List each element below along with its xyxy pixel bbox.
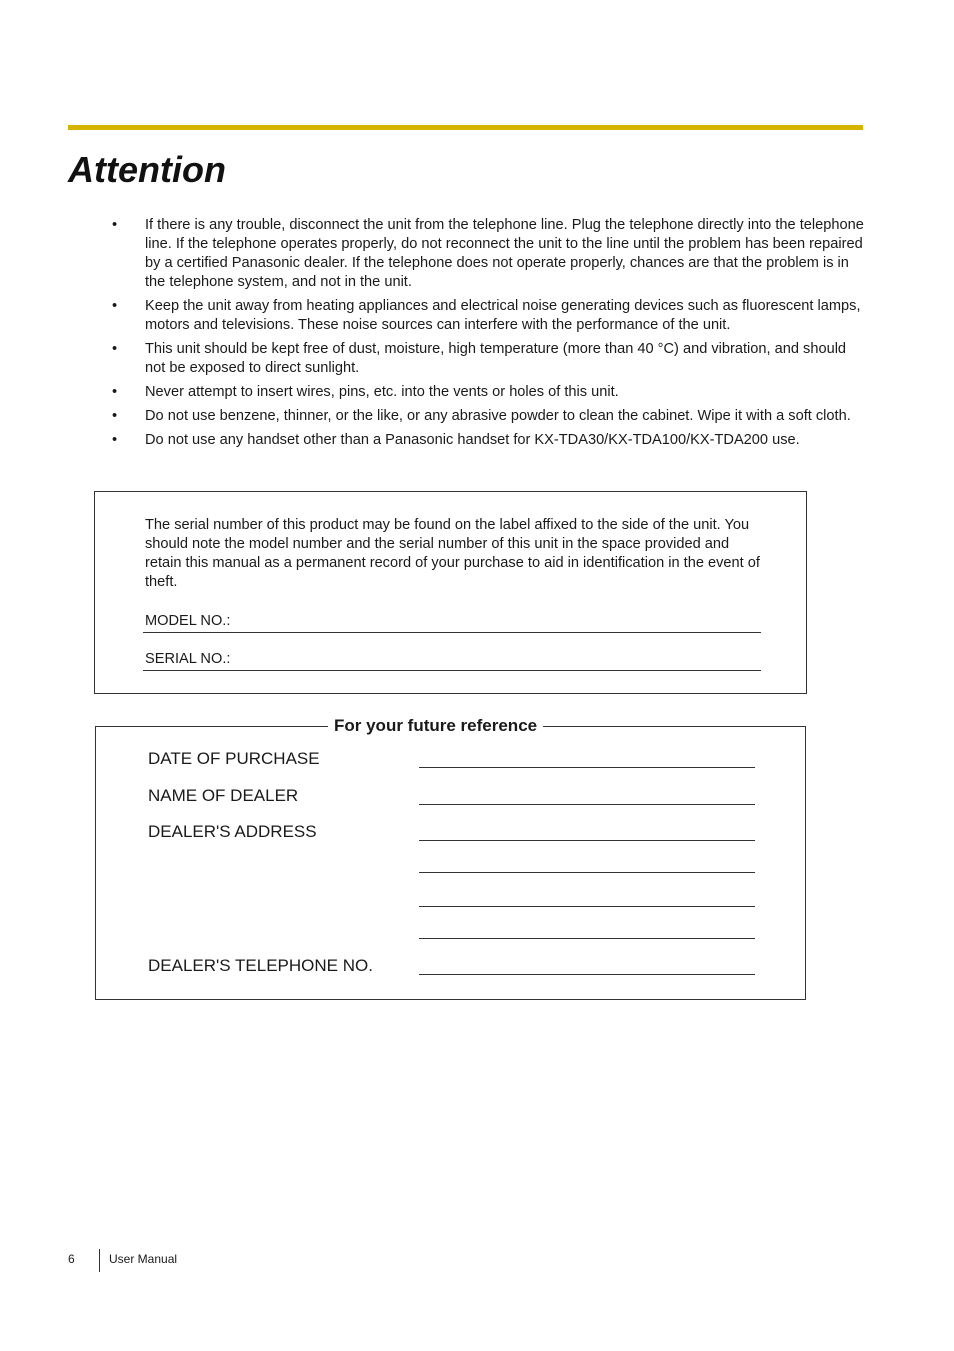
list-item bbox=[112, 407, 864, 426]
dealer-address-line-4 bbox=[419, 938, 755, 939]
serial-number-field bbox=[143, 650, 761, 671]
list-item-text: If there is any trouble, disconnect the unit from the telephone line. Plug the telephone directly into the telephone line. If the telephone operates properly, do not reconnect the unit to the line until the problem has been repaired by a certified Panasonic dealer. If the telephone does not operate properly, chances are that the problem is in the telephone system, and not in the unit. bbox=[145, 217, 864, 290]
list-item-text: Never attempt to insert wires, pins, etc. into the vents or holes of this unit. bbox=[145, 384, 619, 400]
list-item bbox=[112, 383, 864, 402]
page-number: 6 bbox=[68, 1252, 75, 1266]
footer-doc-name: User Manual bbox=[109, 1252, 178, 1266]
serial-instructions: The serial number of this product may be found on the label affixed to the side of the unit. You should note the model number and the serial number of this unit in the space provided and retain this manual as a permanent record of your purchase to aid in identification in the event of theft. bbox=[145, 517, 760, 590]
list-item-text: Do not use any handset other than a Panasonic handset for KX-TDA30/KX-TDA100/KX-TDA200 use. bbox=[145, 432, 800, 448]
list-item bbox=[112, 216, 864, 292]
future-reference-heading: For your future reference bbox=[328, 715, 543, 737]
dealer-address-label: DEALER'S ADDRESS bbox=[148, 822, 317, 841]
dealer-name-line bbox=[419, 804, 755, 805]
dealer-address-line-1 bbox=[419, 840, 755, 841]
bullet-icon: • bbox=[112, 341, 118, 357]
dealer-name-label: NAME OF DEALER bbox=[148, 786, 299, 805]
bullet-icon: • bbox=[112, 408, 118, 424]
page-title: Attention bbox=[68, 149, 226, 190]
dealer-address-line-2 bbox=[419, 872, 755, 873]
bullet-icon: • bbox=[112, 432, 118, 448]
list-item-text: This unit should be kept free of dust, moisture, high temperature (more than 40 °C) and vibration, and should not be exposed to direct sunlight. bbox=[145, 341, 847, 376]
list-item bbox=[112, 340, 864, 378]
serial-number-box bbox=[94, 491, 807, 694]
model-number-label: MODEL NO.: bbox=[145, 613, 231, 629]
dealer-phone-line bbox=[419, 974, 755, 975]
date-of-purchase-line bbox=[419, 767, 755, 768]
future-reference-box bbox=[95, 716, 806, 1000]
serial-number-label: SERIAL NO.: bbox=[145, 651, 231, 667]
caution-list bbox=[112, 216, 864, 455]
footer-divider bbox=[99, 1249, 100, 1272]
bullet-icon: • bbox=[112, 298, 118, 314]
dealer-address-line-3 bbox=[419, 906, 755, 907]
list-item bbox=[112, 297, 864, 335]
list-item-text: Keep the unit away from heating appliances and electrical noise generating devices such as fluorescent lamps, motors and televisions. These noise sources can interfere with the performance of the unit. bbox=[145, 298, 861, 333]
list-item bbox=[112, 431, 864, 450]
list-item-text: Do not use benzene, thinner, or the like, or any abrasive powder to clean the cabinet. Wipe it with a soft cloth. bbox=[145, 408, 851, 424]
header-rule bbox=[68, 125, 863, 130]
dealer-phone-label: DEALER'S TELEPHONE NO. bbox=[148, 956, 373, 975]
bullet-icon: • bbox=[112, 384, 118, 400]
model-number-field bbox=[143, 612, 761, 633]
date-of-purchase-label: DATE OF PURCHASE bbox=[148, 749, 320, 768]
bullet-icon: • bbox=[112, 217, 118, 233]
